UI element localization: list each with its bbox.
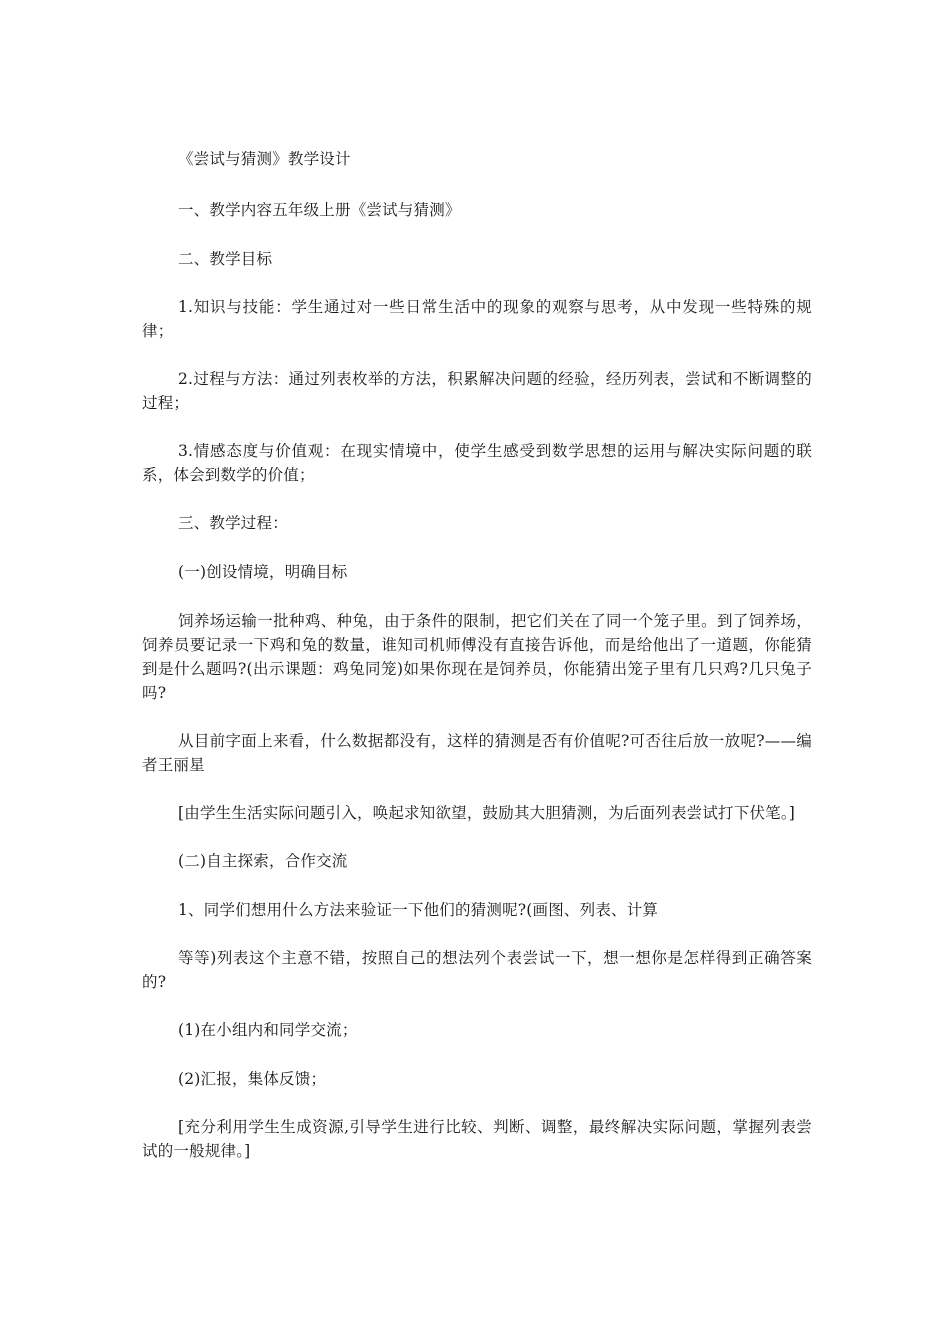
document-body (142, 147, 812, 1163)
design-note-1: [由学生生活实际问题引入，唤起求知欲望，鼓励其大胆猜测，为后面列表尝试打下伏笔。] (178, 804, 796, 822)
subsection-heading-2: (二)自主探索，合作交流 (178, 852, 348, 870)
step-paragraph-2: (2)汇报，集体反馈； (178, 1070, 327, 1088)
goal-paragraph-2: 2.过程与方法：通过列表枚举的方法，积累解决问题的经验，经历列表，尝试和不断调整的过程； (142, 370, 812, 412)
scenario-paragraph: 饲养场运输一批种鸡、种兔，由于条件的限制，把它们关在了同一个笼子里。到了饲养场，饲养员要记录一下鸡和兔的数量，谁知司机师傅没有直接告诉他，而是给他出了一道题，你能猜到是什么题吗?(出示课题：鸡兔同笼)如果你现在是饲养员，你能猜出笼子里有几只鸡?几只兔子吗? (142, 612, 812, 702)
step-paragraph-1: (1)在小组内和同学交流； (178, 1021, 358, 1039)
section-heading-process: 三、教学过程： (178, 514, 288, 532)
goal-paragraph-3: 3.情感态度与价值观：在现实情境中，使学生感受到数学思想的运用与解决实际问题的联系，体会到数学的价值； (142, 442, 812, 484)
question-paragraph: 1、同学们想用什么方法来验证一下他们的猜测呢?(画图、列表、计算 (178, 901, 659, 919)
editor-note-paragraph: 从目前字面上来看，什么数据都没有，这样的猜测是否有价值呢?可否往后放一放呢?——编者王丽星 (142, 732, 812, 774)
document-title: 《尝试与猜测》教学设计 (178, 150, 351, 168)
design-note-2: [充分利用学生生成资源,引导学生进行比较、判断、调整，最终解决实际问题，掌握列表尝试的一般规律。] (142, 1118, 812, 1160)
section-heading-content: 一、教学内容五年级上册《尝试与猜测》 (178, 201, 461, 219)
section-heading-goals: 二、教学目标 (178, 250, 273, 268)
subsection-heading-1: (一)创设情境，明确目标 (178, 563, 348, 581)
goal-paragraph-1: 1.知识与技能：学生通过对一些日常生活中的现象的观察与思考，从中发现一些特殊的规律； (142, 298, 812, 340)
list-table-paragraph: 等等)列表这个主意不错，按照自己的想法列个表尝试一下，想一想你是怎样得到正确答案的? (142, 949, 812, 991)
